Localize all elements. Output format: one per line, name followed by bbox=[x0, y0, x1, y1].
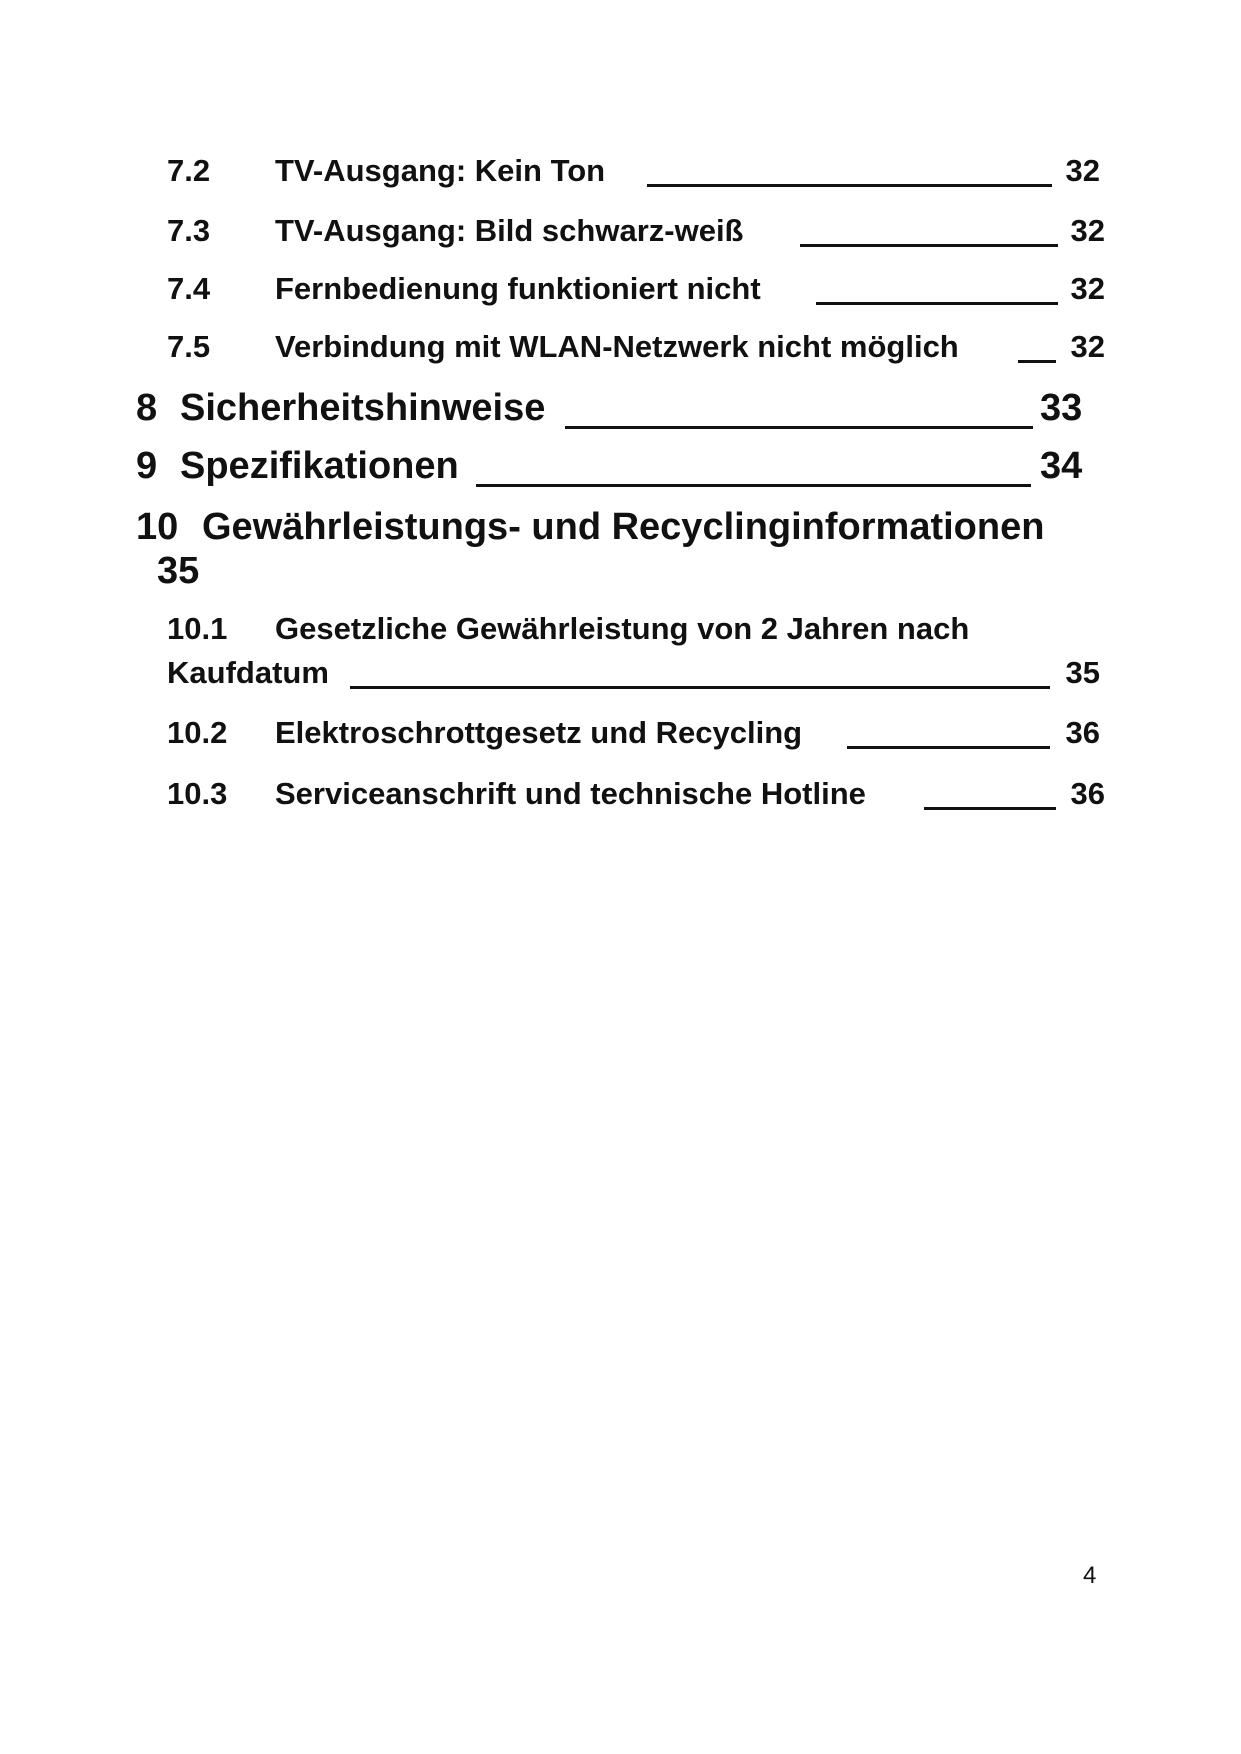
toc-leader bbox=[924, 807, 1056, 810]
toc-leader bbox=[647, 184, 1052, 187]
toc-entry-page: 32 bbox=[1070, 271, 1105, 306]
toc-entry-title: Gesetzliche Gewährleistung von 2 Jahren nach bbox=[275, 611, 970, 646]
toc-entry-7-2[interactable] bbox=[0, 152, 1241, 192]
toc-entry-number: 7.3 bbox=[167, 213, 211, 248]
toc-entry-10-3[interactable] bbox=[0, 775, 1241, 815]
toc-entry-page: 35 bbox=[157, 550, 200, 592]
toc-leader bbox=[476, 484, 1031, 487]
toc-entry-number: 10.2 bbox=[167, 715, 228, 750]
toc-entry-title: Elektroschrottgesetz und Recycling bbox=[275, 715, 803, 750]
toc-entry-title: Verbindung mit WLAN-Netzwerk nicht möglich bbox=[275, 329, 959, 364]
toc-entry-10-2[interactable] bbox=[0, 714, 1241, 754]
toc-entry-10-1[interactable] bbox=[0, 610, 1241, 696]
toc-entry-7-4[interactable] bbox=[0, 270, 1241, 310]
toc-leader bbox=[800, 244, 1058, 247]
toc-entry-9[interactable] bbox=[0, 444, 1241, 492]
toc-entry-number: 10.3 bbox=[167, 776, 228, 811]
toc-entry-number: 10 bbox=[136, 506, 179, 548]
toc-leader bbox=[350, 686, 1050, 689]
toc-entry-title: TV-Ausgang: Kein Ton bbox=[275, 153, 606, 188]
toc-entry-10[interactable] bbox=[0, 505, 1241, 597]
toc-entry-page: 33 bbox=[1040, 387, 1083, 429]
toc-entry-page: 32 bbox=[1070, 213, 1105, 248]
toc-entry-page: 32 bbox=[1070, 329, 1105, 364]
toc-leader bbox=[847, 746, 1050, 749]
toc-entry-page: 34 bbox=[1040, 445, 1083, 487]
toc-entry-title-continued: Kaufdatum bbox=[167, 655, 329, 690]
toc-entry-page: 36 bbox=[1065, 715, 1100, 750]
toc-leader bbox=[1018, 360, 1056, 363]
toc-entry-title: Sicherheitshinweise bbox=[180, 387, 546, 429]
toc-entry-page: 35 bbox=[1065, 655, 1100, 690]
toc-entry-title: Spezifikationen bbox=[180, 445, 459, 487]
toc-leader bbox=[816, 302, 1058, 305]
toc-entry-title: TV-Ausgang: Bild schwarz-weiß bbox=[275, 213, 744, 248]
toc-entry-number: 8 bbox=[136, 387, 158, 429]
toc-entry-page: 36 bbox=[1070, 776, 1105, 811]
toc-entry-number: 10.1 bbox=[167, 611, 228, 646]
toc-entry-page: 32 bbox=[1065, 153, 1100, 188]
toc-leader bbox=[565, 426, 1033, 429]
toc-entry-number: 7.5 bbox=[167, 329, 211, 364]
toc-entry-title: Serviceanschrift und technische Hotline bbox=[275, 776, 866, 811]
toc-entry-7-5[interactable] bbox=[0, 328, 1241, 368]
toc-entry-title: Fernbedienung funktioniert nicht bbox=[275, 271, 761, 306]
toc-entry-number: 7.4 bbox=[167, 271, 211, 306]
toc-entry-title: Gewährleistungs- und Recyclinginformationen bbox=[202, 506, 1045, 548]
toc-entry-number: 7.2 bbox=[167, 153, 211, 188]
toc-entry-number: 9 bbox=[136, 445, 158, 487]
toc-entry-8[interactable] bbox=[0, 386, 1241, 434]
page-number: 4 bbox=[1083, 1562, 1097, 1589]
toc-entry-7-3[interactable] bbox=[0, 212, 1241, 252]
